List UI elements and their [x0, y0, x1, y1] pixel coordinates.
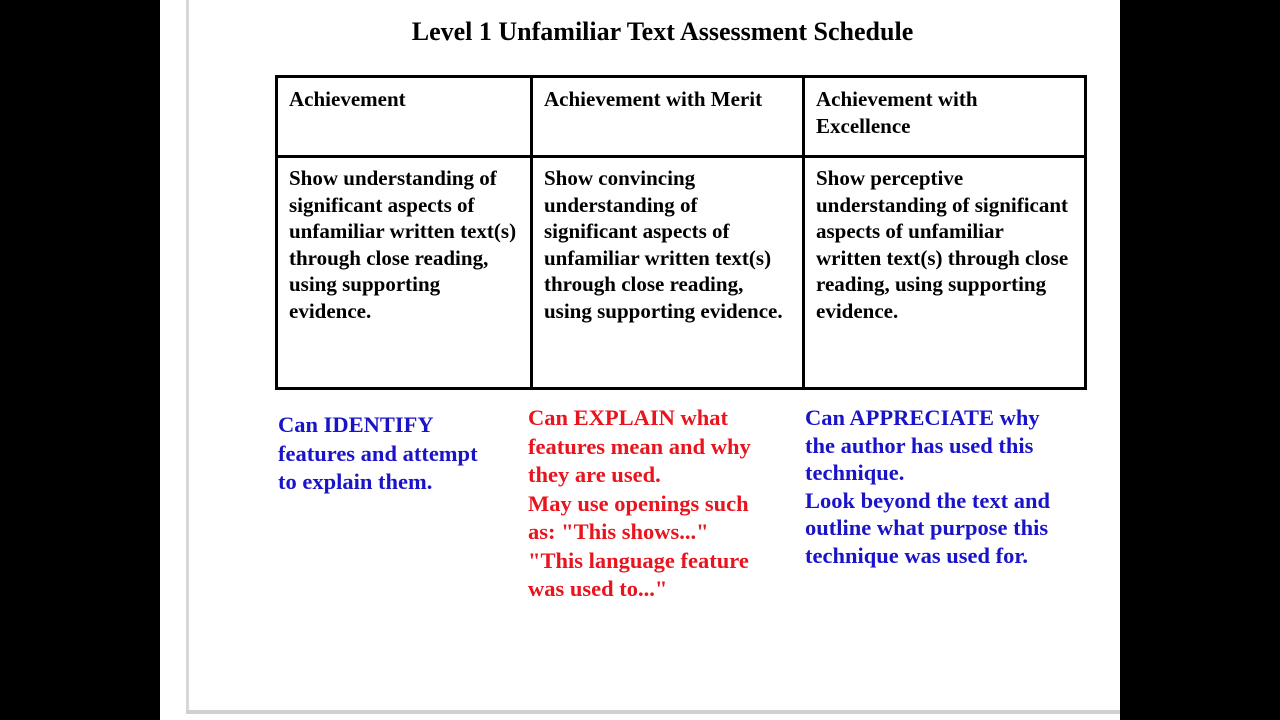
header-excellence: Achievement with Excellence [804, 77, 1086, 157]
note-line: they are used. [528, 462, 661, 487]
note-line: technique was used for. [805, 542, 1028, 568]
header-achievement: Achievement [277, 77, 532, 157]
note-line: was used to..." [528, 576, 668, 601]
description-excellence: Show perceptive understanding of significant aspects of unfamiliar written text(s) through close reading, using supporting evidence. [804, 157, 1086, 389]
note-line: Look beyond the text and [805, 487, 1051, 513]
slide-shadow-bottom [186, 710, 1120, 714]
note-line: Can IDENTIFY [278, 412, 434, 437]
note-line: features and attempt [278, 440, 478, 466]
assessment-table [275, 75, 1087, 390]
description-merit: Show convincing understanding of significant aspects of unfamiliar written text(s) through close reading, using supporting evidence. [532, 157, 804, 389]
note-line: technique. [805, 460, 905, 486]
note-line: as: "This shows..." [528, 519, 709, 544]
excellence-note [805, 404, 1050, 570]
note-line: "This language feature [528, 547, 749, 573]
note-line: outline what purpose this [805, 515, 1049, 541]
note-line: to explain them. [278, 469, 433, 494]
slide-shadow-edge [186, 0, 189, 712]
description-achievement: Show understanding of significant aspects of unfamiliar written text(s) through close reading, using supporting evidence. [277, 157, 532, 389]
merit-note [528, 404, 751, 604]
achievement-note [278, 411, 478, 497]
note-line: the author has used this [805, 432, 1034, 458]
header-merit: Achievement with Merit [532, 77, 804, 157]
note-line: Can APPRECIATE why [805, 405, 1040, 430]
note-line: Can EXPLAIN what [528, 405, 729, 430]
note-line: May use openings such [528, 490, 749, 516]
table-row [277, 157, 1086, 389]
note-line: features mean and why [528, 433, 751, 459]
table-header-row [277, 77, 1086, 157]
page-title: Level 1 Unfamiliar Text Assessment Schedule [411, 17, 914, 46]
